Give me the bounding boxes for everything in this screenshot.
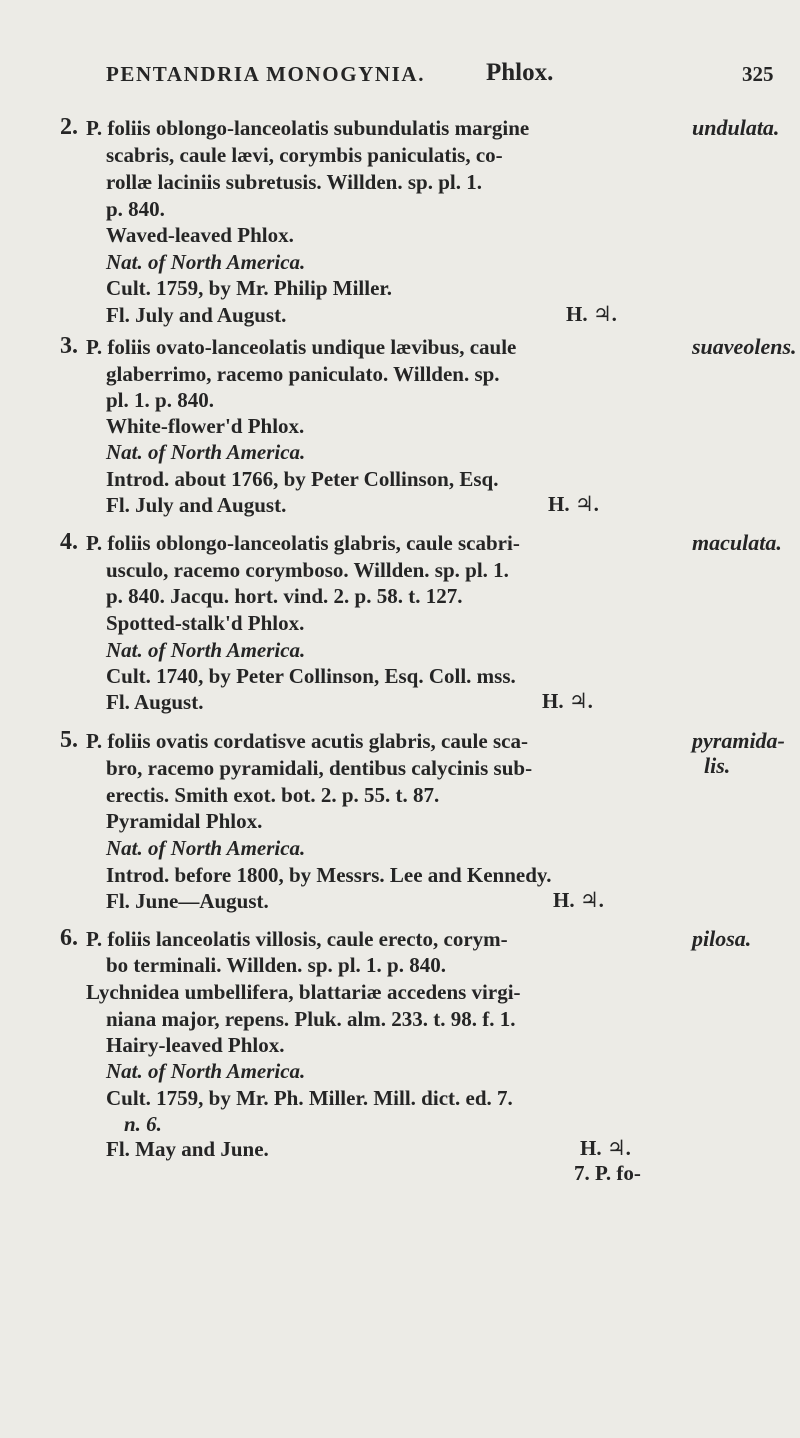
entry-line: n. 6. [124,1112,162,1136]
entry-number: 6. [60,925,78,951]
flowering-time: Fl. June—August. [106,889,269,913]
entry-line: P. foliis oblongo-lanceolatis subundulatis margine [86,116,530,140]
entry-line: P. foliis lanceolatis villosis, caule erecto, corym- [86,927,508,951]
common-name: Hairy-leaved Phlox. [106,1033,285,1057]
running-header [0,59,800,98]
flowering-time: Fl. July and August. [106,493,287,517]
entry-line: glaberrimo, racemo paniculato. Willden. sp. [106,362,500,386]
habit-symbol: H. ♃. [580,1136,631,1160]
introduction-note: Introd. before 1800, by Messrs. Lee and Kennedy. [106,863,552,887]
entry-line: erectis. Smith exot. bot. 2. p. 55. t. 87. [106,783,440,807]
introduction-note: Introd. about 1766, by Peter Collinson, Esq. [106,467,499,491]
flowering-time: Fl. August. [106,690,204,714]
habit-symbol: H. ♃. [542,689,593,713]
entry-line: P. foliis oblongo-lanceolatis glabris, caule scabri- [86,531,520,555]
entry-line: p. 840. [106,197,165,221]
habit-symbol: H. ♃. [553,888,604,912]
native-range: Nat. of North America. [106,250,306,274]
header-genus: Phlox. [486,59,554,86]
trivial-name-continued: lis. [704,753,731,778]
header-title: PENTANDRIA MONOGYNIA. [106,62,426,86]
catchword: 7. P. fo- [574,1161,641,1185]
common-name: White-flower'd Phlox. [106,414,305,438]
trivial-name: undulata. [692,115,780,140]
habit-symbol: H. ♃. [548,492,599,516]
trivial-name: maculata. [692,530,782,555]
cultivation-note: Cult. 1740, by Peter Collinson, Esq. Coll. mss. [106,664,516,688]
page-number: 325 [742,62,774,86]
entry-line: P. foliis ovato-lanceolatis undique lævibus, caule [86,335,517,359]
entry-line: rollæ laciniis subretusis. Willden. sp. pl. 1. [106,170,482,194]
trivial-name: suaveolens. [692,334,797,359]
entry-line: bro, racemo pyramidali, dentibus calycinis sub- [106,756,533,780]
entry-line: usculo, racemo corymboso. Willden. sp. pl. 1. [106,558,509,582]
entry-line: pl. 1. p. 840. [106,388,214,412]
native-range: Nat. of North America. [106,440,306,464]
common-name: Waved-leaved Phlox. [106,223,294,247]
entry-line: scabris, caule lævi, corymbis paniculatis, co- [106,143,503,167]
entry-line: bo terminali. Willden. sp. pl. 1. p. 840. [106,953,446,977]
entry-line: p. 840. Jacqu. hort. vind. 2. p. 58. t. 127. [106,584,463,608]
entry-line: Lychnidea umbellifera, blattariæ accedens virgi- [86,980,521,1004]
entry-number: 3. [60,333,78,359]
trivial-name: pilosa. [692,926,752,951]
native-range: Nat. of North America. [106,1059,306,1083]
entry-number: 5. [60,727,78,753]
native-range: Nat. of North America. [106,638,306,662]
flowering-time: Fl. July and August. [106,303,287,327]
entry-number: 2. [60,114,78,140]
habit-symbol: H. ♃. [566,302,617,326]
cultivation-note: Cult. 1759, by Mr. Ph. Miller. Mill. dict. ed. 7. [106,1086,513,1110]
entry-line: niana major, repens. Pluk. alm. 233. t. 98. f. 1. [106,1007,516,1031]
native-range: Nat. of North America. [106,836,306,860]
flowering-time: Fl. May and June. [106,1137,269,1161]
entry-number: 4. [60,529,78,555]
common-name: Pyramidal Phlox. [106,809,263,833]
common-name: Spotted-stalk'd Phlox. [106,611,305,635]
trivial-name: pyramida- [692,728,785,753]
entry-line: P. foliis ovatis cordatisve acutis glabris, caule sca- [86,729,528,753]
cultivation-note: Cult. 1759, by Mr. Philip Miller. [106,276,393,300]
